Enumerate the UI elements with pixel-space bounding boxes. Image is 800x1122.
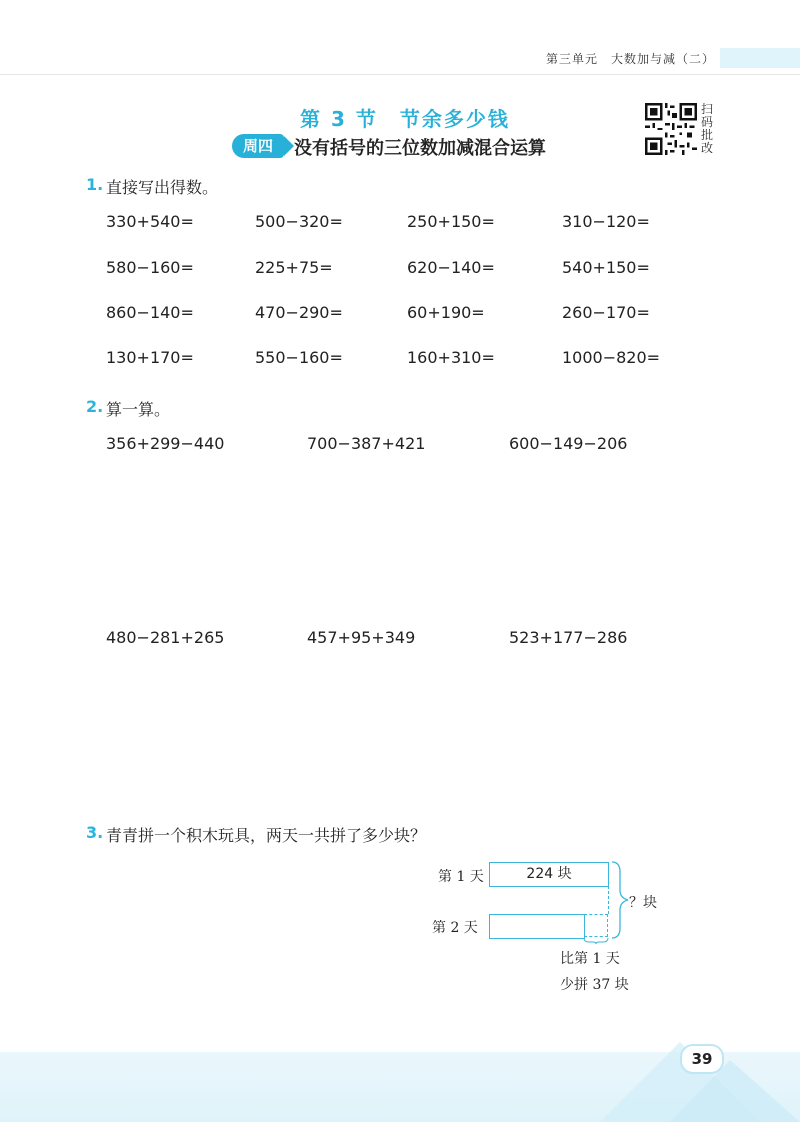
q1-expression: 130+170= (106, 348, 194, 367)
alignment-dashed-line (608, 886, 609, 914)
q1-prompt: 直接写出得数。 (106, 178, 219, 197)
q1-expression: 860−140= (106, 303, 194, 322)
total-label: ？块 (629, 895, 657, 911)
q1-expression: 330+540= (106, 212, 194, 231)
section-title: 第 3 节 节余多少钱 (300, 107, 510, 131)
section-subtitle: 没有括号的三位数加减混合运算 (294, 138, 546, 159)
q1-expression: 470−290= (255, 303, 343, 322)
q2-expression: 356+299−440 (106, 434, 225, 453)
q1-expression: 500−320= (255, 212, 343, 231)
q2-number: 2. (86, 397, 104, 416)
day1-label: 第 1 天 (438, 869, 484, 885)
day1-segment: 224 块 (489, 862, 609, 887)
q2-expression: 700−387+421 (307, 434, 426, 453)
q1-expression: 310−120= (562, 212, 650, 231)
q2-expression: 600−149−206 (509, 434, 628, 453)
q2-expression: 523+177−286 (509, 628, 628, 647)
q1-expression: 225+75= (255, 258, 333, 277)
q1-expression: 550−160= (255, 348, 343, 367)
q2-expression: 480−281+265 (106, 628, 225, 647)
q3-prompt: 青青拼一个积木玩具，两天一共拼了多少块？ (106, 826, 427, 845)
q1-expression: 60+190= (407, 303, 485, 322)
q1-expression: 540+150= (562, 258, 650, 277)
q1-expression: 1000−820= (562, 348, 661, 367)
header-accent-bar (720, 48, 800, 68)
unit-title: 第三单元 大数加与减（二） (546, 52, 716, 66)
header-divider (0, 74, 800, 75)
page-number: 39 (680, 1044, 724, 1074)
q1-expression: 260−170= (562, 303, 650, 322)
day2-label: 第 2 天 (432, 920, 478, 936)
note-line2: 少拼 37 块 (560, 977, 629, 993)
q1-number: 1. (86, 175, 104, 194)
q2-prompt: 算一算。 (106, 400, 171, 419)
day2-segment (489, 914, 585, 939)
q1-expression: 250+150= (407, 212, 495, 231)
q1-expression: 160+310= (407, 348, 495, 367)
qr-code-icon[interactable] (645, 103, 697, 155)
day2-missing-segment (584, 914, 608, 937)
q1-expression: 620−140= (407, 258, 495, 277)
note-line1: 比第 1 天 (560, 951, 620, 967)
day-badge: 周四 (232, 134, 284, 158)
footer-decoration (560, 1020, 800, 1122)
qr-label: 扫码批改 (701, 102, 714, 155)
q2-expression: 457+95+349 (307, 628, 416, 647)
q1-expression: 580−160= (106, 258, 194, 277)
q3-number: 3. (86, 823, 104, 842)
difference-brace-icon (583, 937, 609, 945)
